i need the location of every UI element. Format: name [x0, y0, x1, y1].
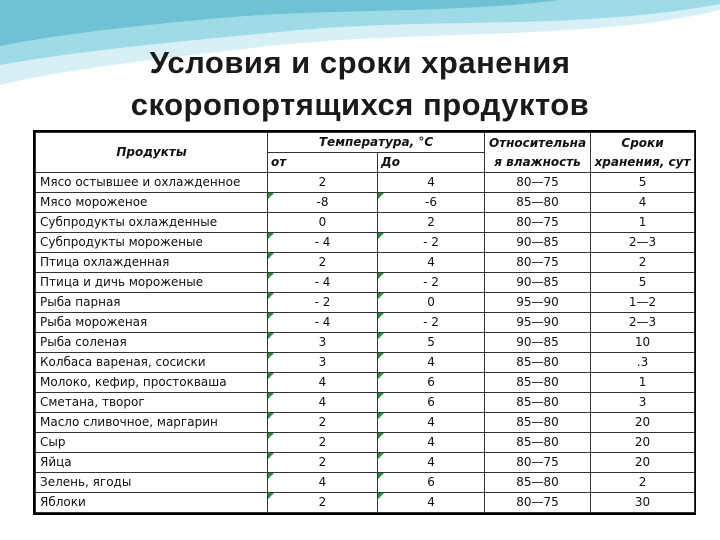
temp-to-cell: 4 — [378, 253, 485, 273]
product-name-cell: Субпродукты мороженые — [36, 233, 268, 253]
humidity-cell: 85—80 — [485, 353, 591, 373]
humidity-cell: 85—80 — [485, 393, 591, 413]
slide-title — [0, 42, 720, 126]
humidity-cell: 90—85 — [485, 273, 591, 293]
temp-to-cell: 5 — [378, 333, 485, 353]
product-name-cell: Зелень, ягоды — [36, 473, 268, 493]
humidity-cell: 80—75 — [485, 213, 591, 233]
temp-to-cell: 6 — [378, 393, 485, 413]
temp-to-cell: - 2 — [378, 313, 485, 333]
table-row — [36, 353, 695, 373]
storage-days-cell: 5 — [591, 273, 695, 293]
product-name-cell: Яйца — [36, 453, 268, 473]
temp-to-cell: 4 — [378, 433, 485, 453]
temp-to-cell: 2 — [378, 213, 485, 233]
temp-from-cell: 4 — [268, 473, 378, 493]
header-products: Продукты — [36, 133, 268, 173]
table-row — [36, 213, 695, 233]
table-row — [36, 433, 695, 453]
header-storage-terms — [591, 133, 695, 173]
temp-from-cell: 2 — [268, 253, 378, 273]
table-row — [36, 453, 695, 473]
temp-from-cell: - 4 — [268, 233, 378, 253]
temp-from-cell: - 2 — [268, 293, 378, 313]
table-header-row-1 — [36, 133, 695, 153]
temp-to-cell: 6 — [378, 373, 485, 393]
temp-from-cell: 3 — [268, 333, 378, 353]
header-terms-line-2: хранения, сут — [594, 154, 691, 169]
storage-days-cell: 2—3 — [591, 313, 695, 333]
storage-days-cell: 2 — [591, 473, 695, 493]
header-temperature: Температура, °С — [268, 133, 485, 153]
product-name-cell: Рыба соленая — [36, 333, 268, 353]
header-humidity-line-1: Относительна — [488, 135, 587, 150]
temp-from-cell: 0 — [268, 213, 378, 233]
temp-from-cell: 2 — [268, 453, 378, 473]
product-name-cell: Рыба мороженая — [36, 313, 268, 333]
header-terms-line-1: Сроки — [621, 135, 664, 150]
humidity-cell: 95—90 — [485, 313, 591, 333]
storage-days-cell: .3 — [591, 353, 695, 373]
product-name-cell: Мясо мороженое — [36, 193, 268, 213]
slide-title-line-1: Условия и сроки хранения — [149, 45, 571, 80]
storage-days-cell: 30 — [591, 493, 695, 513]
humidity-cell: 85—80 — [485, 473, 591, 493]
temp-to-cell: 6 — [378, 473, 485, 493]
product-name-cell: Субпродукты охлажденные — [36, 213, 268, 233]
humidity-cell: 85—80 — [485, 373, 591, 393]
temp-from-cell: 4 — [268, 393, 378, 413]
humidity-cell: 80—75 — [485, 453, 591, 473]
storage-days-cell: 1 — [591, 373, 695, 393]
humidity-cell: 80—75 — [485, 253, 591, 273]
temp-to-cell: 4 — [378, 493, 485, 513]
storage-days-cell: 4 — [591, 193, 695, 213]
header-humidity-line-2: я влажность — [494, 154, 581, 169]
table-row — [36, 493, 695, 513]
header-humidity — [485, 133, 591, 173]
temp-from-cell: - 4 — [268, 313, 378, 333]
table-row — [36, 193, 695, 213]
table-row — [36, 393, 695, 413]
temp-to-cell: 4 — [378, 413, 485, 433]
temp-to-cell: 4 — [378, 453, 485, 473]
table-row — [36, 313, 695, 333]
storage-days-cell: 5 — [591, 173, 695, 193]
storage-table — [35, 132, 695, 513]
storage-days-cell: 2—3 — [591, 233, 695, 253]
humidity-cell: 85—80 — [485, 193, 591, 213]
product-name-cell: Масло сливочное, маргарин — [36, 413, 268, 433]
temp-to-cell: 0 — [378, 293, 485, 313]
header-temp-to: До — [378, 153, 485, 173]
temp-from-cell: 2 — [268, 433, 378, 453]
humidity-cell: 95—90 — [485, 293, 591, 313]
humidity-cell: 80—75 — [485, 173, 591, 193]
temp-to-cell: 4 — [378, 173, 485, 193]
table-row — [36, 293, 695, 313]
storage-days-cell: 10 — [591, 333, 695, 353]
product-name-cell: Рыба парная — [36, 293, 268, 313]
temp-from-cell: - 4 — [268, 273, 378, 293]
table-row — [36, 173, 695, 193]
slide-title-line-2: скоропортящихся продуктов — [130, 87, 590, 122]
product-name-cell: Колбаса вареная, сосиски — [36, 353, 268, 373]
table-row — [36, 373, 695, 393]
product-name-cell: Яблоки — [36, 493, 268, 513]
product-name-cell: Мясо остывшее и охлажденное — [36, 173, 268, 193]
temp-from-cell: 2 — [268, 173, 378, 193]
product-name-cell: Сыр — [36, 433, 268, 453]
product-name-cell: Сметана, творог — [36, 393, 268, 413]
product-name-cell: Молоко, кефир, простокваша — [36, 373, 268, 393]
storage-days-cell: 1—2 — [591, 293, 695, 313]
humidity-cell: 90—85 — [485, 333, 591, 353]
storage-days-cell: 3 — [591, 393, 695, 413]
table-row — [36, 473, 695, 493]
temp-to-cell: -6 — [378, 193, 485, 213]
temp-from-cell: 3 — [268, 353, 378, 373]
storage-days-cell: 20 — [591, 433, 695, 453]
table-row — [36, 253, 695, 273]
storage-table-container — [33, 130, 696, 515]
table-row — [36, 273, 695, 293]
temp-from-cell: 2 — [268, 493, 378, 513]
temp-from-cell: 4 — [268, 373, 378, 393]
humidity-cell: 85—80 — [485, 413, 591, 433]
humidity-cell: 85—80 — [485, 433, 591, 453]
product-name-cell: Птица и дичь мороженые — [36, 273, 268, 293]
table-row — [36, 233, 695, 253]
storage-days-cell: 20 — [591, 453, 695, 473]
storage-days-cell: 1 — [591, 213, 695, 233]
temp-from-cell: -8 — [268, 193, 378, 213]
table-row — [36, 333, 695, 353]
table-row — [36, 413, 695, 433]
humidity-cell: 80—75 — [485, 493, 591, 513]
storage-days-cell: 20 — [591, 413, 695, 433]
temp-from-cell: 2 — [268, 413, 378, 433]
product-name-cell: Птица охлажденная — [36, 253, 268, 273]
storage-days-cell: 2 — [591, 253, 695, 273]
temp-to-cell: 4 — [378, 353, 485, 373]
temp-to-cell: - 2 — [378, 273, 485, 293]
humidity-cell: 90—85 — [485, 233, 591, 253]
temp-to-cell: - 2 — [378, 233, 485, 253]
header-temp-from: от — [268, 153, 378, 173]
